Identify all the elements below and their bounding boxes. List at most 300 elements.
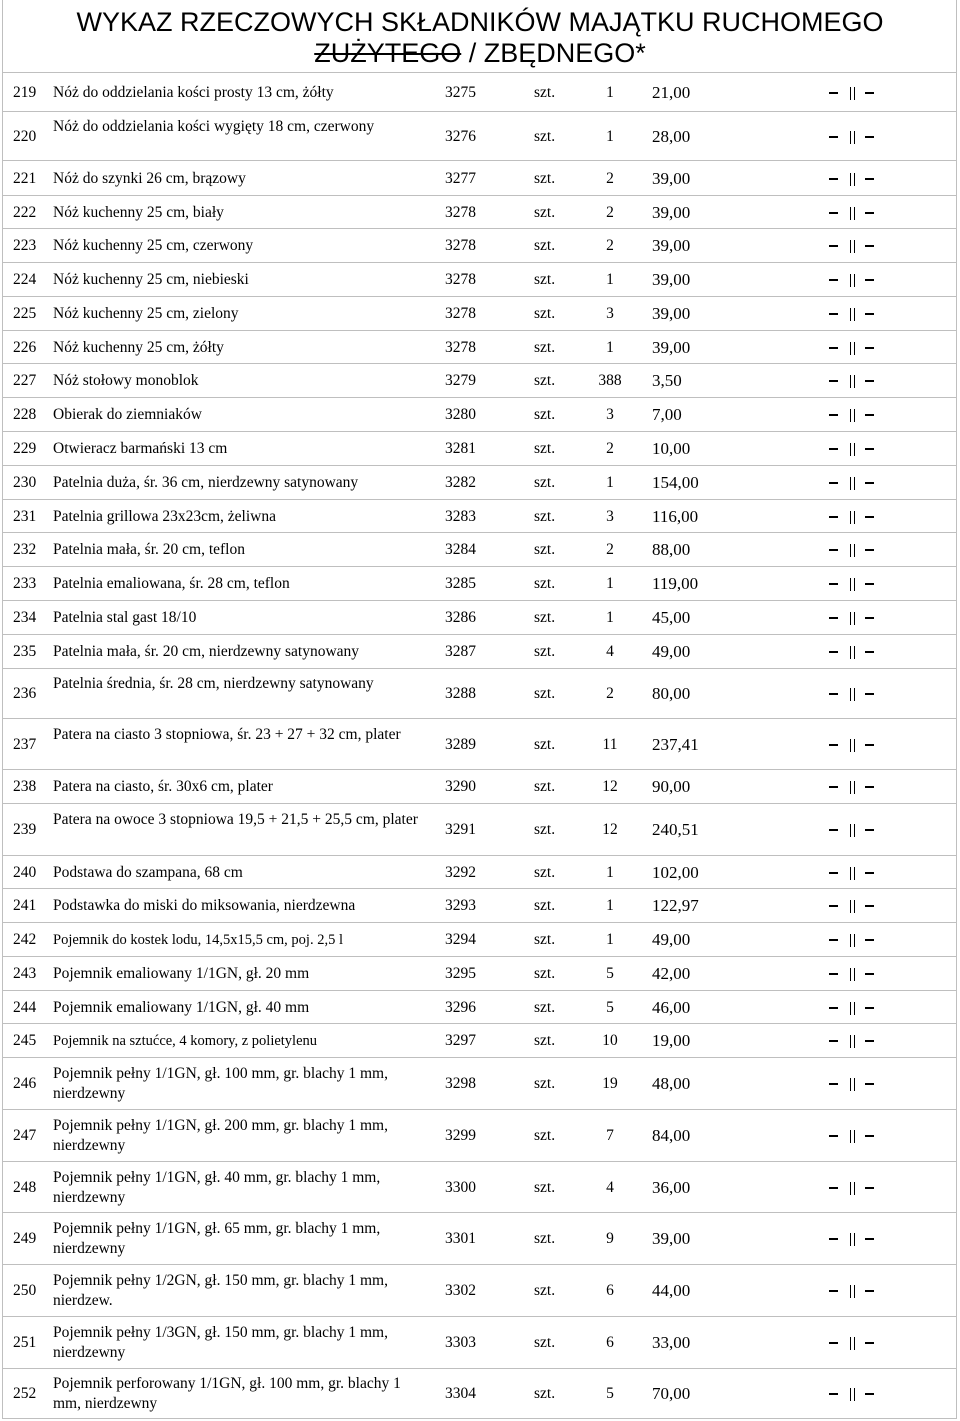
unit-price: 119,00 [652, 574, 699, 593]
table-row [2, 635, 957, 669]
item-name: Pojemnik pełny 1/1GN, gł. 200 mm, gr. blachy 1 mm, nierdzewny [53, 1117, 388, 1154]
bar-glyph [850, 900, 851, 913]
unit: szt. [534, 1075, 556, 1092]
item-name: Pojemnik pełny 1/1GN, gł. 100 mm, gr. blachy 1 mm, nierdzewny [53, 1065, 388, 1102]
inventory-code: 3287 [445, 643, 476, 660]
inventory-code: 3283 [445, 508, 476, 525]
table-row [2, 297, 957, 331]
item-name: Patera na ciasto 3 stopniowa, śr. 23 + 27 + 32 cm, plater [53, 726, 401, 743]
bar-glyph [854, 173, 855, 186]
bar-glyph [850, 1233, 851, 1246]
inventory-code: 3296 [445, 999, 476, 1016]
quantity: 2 [606, 237, 614, 254]
dash-glyph [865, 279, 874, 281]
quantity: 4 [606, 643, 614, 660]
dash-glyph [829, 905, 838, 907]
bar-glyph [850, 688, 851, 701]
dash-glyph [829, 1187, 838, 1189]
quantity: 1 [606, 84, 614, 101]
inventory-code: 3278 [445, 305, 476, 322]
table-row [2, 1317, 957, 1369]
item-name: Patelnia emaliowana, śr. 28 cm, teflon [53, 575, 290, 592]
table-row [2, 1162, 957, 1213]
item-name: Nóż do oddzielania kości wygięty 18 cm, czerwony [53, 118, 375, 135]
table-row [2, 923, 957, 957]
item-name: Patera na ciasto, śr. 30x6 cm, plater [53, 778, 273, 795]
unit-price: 39,00 [652, 203, 691, 222]
row-number: 231 [13, 508, 37, 525]
bar-glyph [850, 934, 851, 947]
ditto-mark [827, 684, 879, 704]
dash-glyph [829, 693, 838, 695]
inventory-code: 3291 [445, 821, 476, 838]
item-name: Pojemnik pełny 1/1GN, gł. 65 mm, gr. blachy 1 mm, nierdzewny [53, 1220, 381, 1257]
quantity: 1 [606, 897, 614, 914]
bar-glyph [850, 544, 851, 557]
table-row [2, 331, 957, 364]
unit: szt. [534, 1385, 556, 1402]
bar-glyph [854, 308, 855, 321]
bar-glyph [854, 824, 855, 837]
unit-price: 19,00 [652, 1031, 691, 1050]
inventory-code: 3303 [445, 1334, 476, 1351]
bar-glyph [854, 646, 855, 659]
dash-glyph [829, 744, 838, 746]
table-row [2, 856, 957, 889]
table-row [2, 719, 957, 770]
unit: szt. [534, 864, 556, 881]
bar-glyph [850, 87, 851, 100]
row-number: 227 [13, 372, 37, 389]
bar-glyph [854, 443, 855, 456]
ditto-mark [827, 127, 879, 147]
unit-price: 240,51 [652, 820, 699, 839]
table-row [2, 1213, 957, 1265]
row-number: 220 [13, 128, 37, 145]
row-number: 241 [13, 897, 37, 914]
unit: szt. [534, 84, 556, 101]
bar-glyph [854, 1078, 855, 1091]
bar-glyph [850, 511, 851, 524]
ditto-mark [827, 820, 879, 840]
unit-price: 80,00 [652, 684, 691, 703]
bar-glyph [854, 544, 855, 557]
bar-glyph [854, 87, 855, 100]
dash-glyph [829, 1040, 838, 1042]
bar-glyph [854, 1233, 855, 1246]
dash-glyph [865, 549, 874, 551]
item-name: Obierak do ziemniaków [53, 406, 202, 423]
bar-glyph [854, 409, 855, 422]
inventory-code: 3295 [445, 965, 476, 982]
ditto-mark [827, 338, 879, 358]
bar-glyph [854, 511, 855, 524]
bar-glyph [854, 1182, 855, 1195]
unit: szt. [534, 1334, 556, 1351]
unit-price: 28,00 [652, 127, 691, 146]
inventory-code: 3278 [445, 271, 476, 288]
item-name: Pojemnik pełny 1/2GN, gł. 150 mm, gr. blachy 1 mm, nierdzew. [53, 1272, 388, 1309]
bar-glyph [854, 900, 855, 913]
ditto-mark [827, 574, 879, 594]
ditto-mark [827, 1126, 879, 1146]
item-name: Nóż kuchenny 25 cm, czerwony [53, 237, 254, 254]
unit: szt. [534, 372, 556, 389]
table-row [2, 957, 957, 991]
ditto-mark [827, 1178, 879, 1198]
item-name: Nóż do oddzielania kości prosty 13 cm, żółty [53, 84, 334, 101]
row-number: 245 [13, 1032, 37, 1049]
row-number: 240 [13, 864, 37, 881]
bar-glyph [850, 1182, 851, 1195]
unit: szt. [534, 271, 556, 288]
dash-glyph [865, 245, 874, 247]
bar-glyph [850, 1035, 851, 1048]
bar-glyph [850, 477, 851, 490]
dash-glyph [829, 212, 838, 214]
row-number: 251 [13, 1334, 37, 1351]
dash-glyph [829, 178, 838, 180]
unit-price: 33,00 [652, 1333, 691, 1352]
row-number: 234 [13, 609, 37, 626]
bar-glyph [850, 173, 851, 186]
dash-glyph [865, 92, 874, 94]
unit: szt. [534, 965, 556, 982]
item-name: Patelnia mała, śr. 20 cm, nierdzewny satynowany [53, 643, 360, 660]
bar-glyph [850, 1337, 851, 1350]
table-row [2, 1110, 957, 1162]
bar-glyph [854, 739, 855, 752]
quantity: 5 [606, 965, 614, 982]
dash-glyph [865, 448, 874, 450]
dash-glyph [865, 1135, 874, 1137]
table-row [2, 73, 957, 112]
bar-glyph [854, 578, 855, 591]
quantity: 1 [606, 271, 614, 288]
ditto-mark [827, 777, 879, 797]
table-row [2, 432, 957, 466]
ditto-mark [827, 270, 879, 290]
dash-glyph [829, 1342, 838, 1344]
dash-glyph [829, 1083, 838, 1085]
unit: szt. [534, 204, 556, 221]
bar-glyph [850, 739, 851, 752]
dash-glyph [829, 1135, 838, 1137]
inventory-code: 3299 [445, 1127, 476, 1144]
dash-glyph [829, 872, 838, 874]
bar-glyph [854, 1035, 855, 1048]
unit: szt. [534, 170, 556, 187]
bar-glyph [850, 1130, 851, 1143]
quantity: 3 [606, 406, 614, 423]
inventory-code: 3285 [445, 575, 476, 592]
unit-price: 10,00 [652, 439, 691, 458]
quantity: 1 [606, 575, 614, 592]
row-number: 232 [13, 541, 37, 558]
bar-glyph [854, 612, 855, 625]
bar-glyph [854, 477, 855, 490]
item-name: Pojemnik perforowany 1/1GN, gł. 100 mm, gr. blachy 1 mm, nierdzewny [53, 1375, 401, 1412]
bar-glyph [850, 968, 851, 981]
quantity: 2 [606, 170, 614, 187]
item-name: Pojemnik pełny 1/3GN, gł. 150 mm, gr. blachy 1 mm, nierdzewny [53, 1324, 388, 1361]
title-line-1: WYKAZ RZECZOWYCH SKŁADNIKÓW MAJĄTKU RUCHOMEGO [76, 7, 884, 37]
bar-glyph [850, 824, 851, 837]
table-row [2, 500, 957, 533]
quantity: 12 [602, 778, 618, 795]
table-row [2, 804, 957, 856]
dash-glyph [829, 1290, 838, 1292]
row-number: 225 [13, 305, 37, 322]
row-number: 229 [13, 440, 37, 457]
item-name: Otwieracz barmański 13 cm [53, 440, 228, 457]
row-number: 223 [13, 237, 37, 254]
dash-glyph [865, 1290, 874, 1292]
quantity: 10 [602, 1032, 618, 1049]
unit: szt. [534, 474, 556, 491]
dash-glyph [865, 482, 874, 484]
dash-glyph [829, 136, 838, 138]
unit-price: 21,00 [652, 83, 691, 102]
bar-glyph [854, 968, 855, 981]
table-row [2, 567, 957, 601]
bar-glyph [850, 443, 851, 456]
unit: szt. [534, 609, 556, 626]
quantity: 6 [606, 1334, 614, 1351]
unit-price: 39,00 [652, 304, 691, 323]
dash-glyph [865, 414, 874, 416]
quantity: 4 [606, 1179, 614, 1196]
dash-glyph [865, 1083, 874, 1085]
row-number: 226 [13, 339, 37, 356]
ditto-mark [827, 735, 879, 755]
unit: szt. [534, 128, 556, 145]
dash-glyph [829, 1238, 838, 1240]
table-row [2, 398, 957, 432]
unit: szt. [534, 575, 556, 592]
dash-glyph [865, 1238, 874, 1240]
row-number: 250 [13, 1282, 37, 1299]
item-name: Nóż kuchenny 25 cm, biały [53, 204, 224, 221]
dash-glyph [829, 245, 838, 247]
dash-glyph [829, 92, 838, 94]
inventory-code: 3278 [445, 237, 476, 254]
dash-glyph [865, 939, 874, 941]
quantity: 2 [606, 204, 614, 221]
dash-glyph [829, 448, 838, 450]
unit-price: 7,00 [652, 405, 682, 424]
quantity: 5 [606, 1385, 614, 1402]
dash-glyph [865, 651, 874, 653]
item-name: Pojemnik na sztućce, 4 komory, z polietylenu [53, 1033, 318, 1049]
table-row [2, 263, 957, 297]
inventory-code: 3301 [445, 1230, 476, 1247]
item-name: Nóż kuchenny 25 cm, zielony [53, 305, 239, 322]
inventory-code: 3281 [445, 440, 476, 457]
item-name: Nóż do szynki 26 cm, brązowy [53, 170, 246, 187]
dash-glyph [865, 583, 874, 585]
bar-glyph [850, 867, 851, 880]
unit: szt. [534, 440, 556, 457]
unit: szt. [534, 1179, 556, 1196]
unit: szt. [534, 541, 556, 558]
row-number: 247 [13, 1127, 37, 1144]
dash-glyph [865, 1007, 874, 1009]
bar-glyph [850, 612, 851, 625]
bar-glyph [850, 207, 851, 220]
unit-price: 88,00 [652, 540, 691, 559]
inventory-code: 3282 [445, 474, 476, 491]
dash-glyph [829, 1393, 838, 1395]
unit: szt. [534, 643, 556, 660]
dash-glyph [829, 829, 838, 831]
row-number: 235 [13, 643, 37, 660]
quantity: 11 [602, 736, 618, 753]
unit-price: 116,00 [652, 507, 699, 526]
ditto-mark [827, 930, 879, 950]
unit: szt. [534, 931, 556, 948]
unit-price: 84,00 [652, 1126, 691, 1145]
dash-glyph [829, 651, 838, 653]
bar-glyph [854, 781, 855, 794]
dash-glyph [865, 380, 874, 382]
unit-price: 39,00 [652, 338, 691, 357]
bar-glyph [850, 1002, 851, 1015]
table-row [2, 364, 957, 398]
table-row [2, 533, 957, 567]
dash-glyph [829, 380, 838, 382]
dash-glyph [865, 1187, 874, 1189]
dash-glyph [829, 414, 838, 416]
bar-glyph [850, 240, 851, 253]
bar-glyph [850, 131, 851, 144]
quantity: 1 [606, 474, 614, 491]
ditto-mark [827, 1281, 879, 1301]
unit-price: 48,00 [652, 1074, 691, 1093]
ditto-mark [827, 83, 879, 103]
dash-glyph [865, 212, 874, 214]
ditto-mark [827, 1031, 879, 1051]
item-name: Podstawka do miski do miksowania, nierdzewna [53, 897, 356, 914]
ditto-mark [827, 236, 879, 256]
bar-glyph [854, 131, 855, 144]
item-name: Nóż stołowy monoblok [53, 372, 199, 389]
ditto-mark [827, 439, 879, 459]
dash-glyph [865, 693, 874, 695]
title-rest: / ZBĘDNEGO* [461, 38, 646, 68]
bar-glyph [854, 1285, 855, 1298]
item-name: Nóż kuchenny 25 cm, niebieski [53, 271, 249, 288]
row-number: 246 [13, 1075, 37, 1092]
unit-price: 154,00 [652, 473, 699, 492]
unit: szt. [534, 999, 556, 1016]
quantity: 3 [606, 508, 614, 525]
table-row [2, 1024, 957, 1058]
dash-glyph [829, 313, 838, 315]
table-row [2, 196, 957, 229]
quantity: 12 [602, 821, 618, 838]
bar-glyph [850, 1078, 851, 1091]
unit: szt. [534, 1032, 556, 1049]
dash-glyph [865, 744, 874, 746]
unit-price: 36,00 [652, 1178, 691, 1197]
inventory-code: 3302 [445, 1282, 476, 1299]
bar-glyph [850, 308, 851, 321]
unit-price: 237,41 [652, 735, 699, 754]
unit: szt. [534, 736, 556, 753]
unit-price: 90,00 [652, 777, 691, 796]
dash-glyph [865, 347, 874, 349]
unit-price: 49,00 [652, 930, 691, 949]
bar-glyph [854, 867, 855, 880]
unit-price: 3,50 [652, 371, 682, 390]
dash-glyph [865, 872, 874, 874]
item-name: Patelnia grillowa 23x23cm, żeliwna [53, 508, 276, 525]
dash-glyph [865, 905, 874, 907]
unit: szt. [534, 1230, 556, 1247]
inventory-code: 3298 [445, 1075, 476, 1092]
dash-glyph [829, 279, 838, 281]
dash-glyph [829, 786, 838, 788]
bar-glyph [854, 934, 855, 947]
bar-glyph [850, 375, 851, 388]
row-number: 239 [13, 821, 37, 838]
table-row [2, 161, 957, 196]
ditto-mark [827, 1384, 879, 1404]
unit: szt. [534, 821, 556, 838]
item-name: Pojemnik emaliowany 1/1GN, gł. 20 mm [53, 965, 310, 982]
table-row [2, 112, 957, 161]
ditto-mark [827, 1333, 879, 1353]
item-name: Pojemnik emaliowany 1/1GN, gł. 40 mm [53, 999, 310, 1016]
row-number: 236 [13, 685, 37, 702]
quantity: 1 [606, 931, 614, 948]
dash-glyph [865, 1393, 874, 1395]
item-name: Podstawa do szampana, 68 cm [53, 864, 243, 881]
table-row [2, 601, 957, 635]
dash-glyph [865, 1342, 874, 1344]
unit-price: 46,00 [652, 998, 691, 1017]
quantity: 2 [606, 440, 614, 457]
ditto-mark [827, 1229, 879, 1249]
dash-glyph [865, 973, 874, 975]
row-number: 248 [13, 1179, 37, 1196]
inventory-code: 3290 [445, 778, 476, 795]
row-number: 243 [13, 965, 37, 982]
ditto-mark [827, 473, 879, 493]
unit: szt. [534, 1127, 556, 1144]
bar-glyph [854, 1388, 855, 1401]
row-number: 228 [13, 406, 37, 423]
inventory-code: 3276 [445, 128, 476, 145]
inventory-code: 3292 [445, 864, 476, 881]
dash-glyph [865, 829, 874, 831]
table-row [2, 889, 957, 923]
bar-glyph [854, 1002, 855, 1015]
quantity: 1 [606, 609, 614, 626]
row-number: 242 [13, 931, 37, 948]
bar-glyph [850, 646, 851, 659]
dash-glyph [865, 313, 874, 315]
table-row [2, 669, 957, 719]
dash-glyph [829, 1007, 838, 1009]
row-number: 230 [13, 474, 37, 491]
row-number: 244 [13, 999, 37, 1016]
inventory-code: 3297 [445, 1032, 476, 1049]
item-name: Patelnia stal gast 18/10 [53, 609, 197, 626]
inventory-code: 3278 [445, 339, 476, 356]
row-number: 224 [13, 271, 37, 288]
